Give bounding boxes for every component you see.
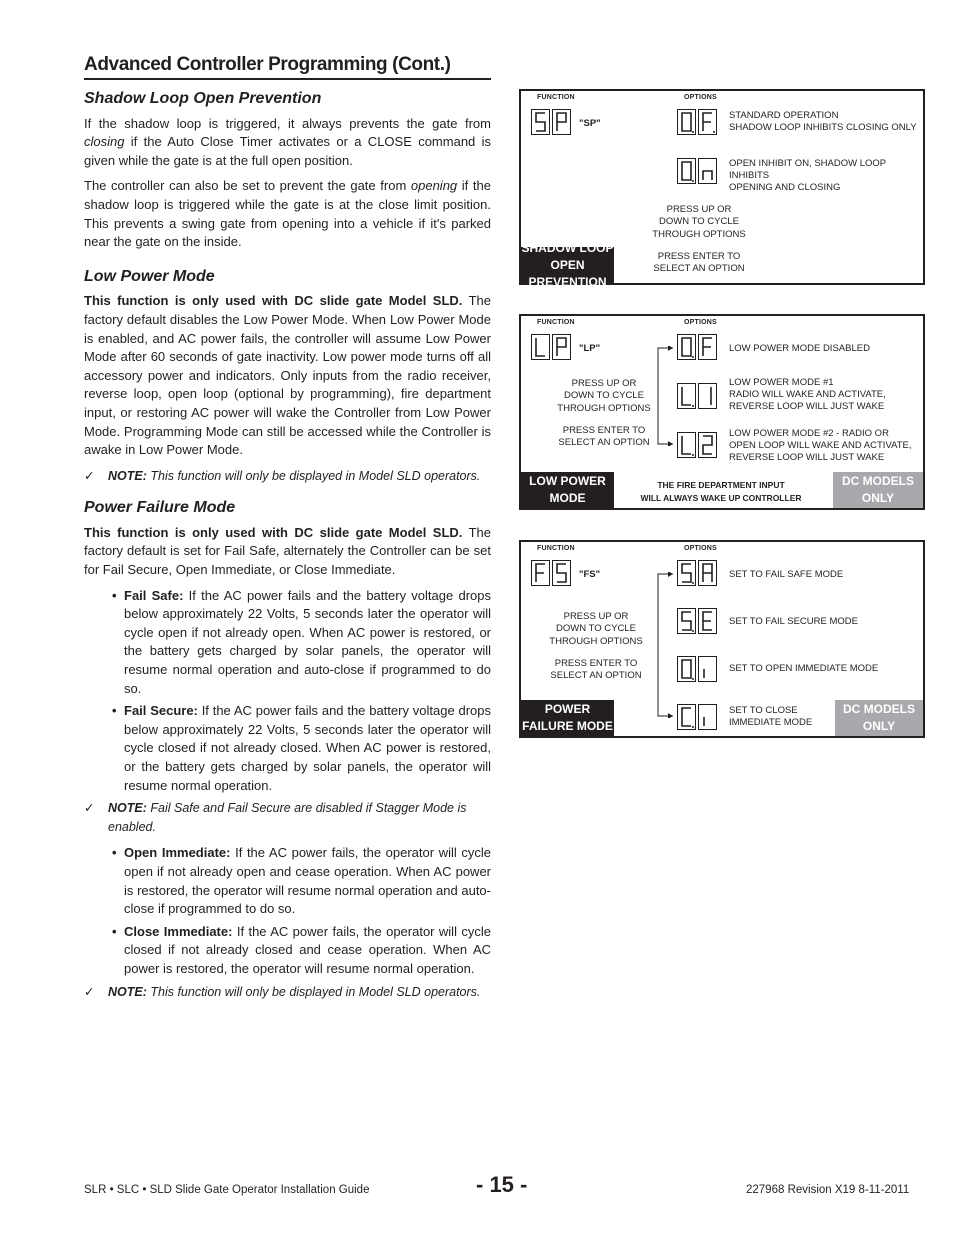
display-of <box>677 334 717 360</box>
display-l1 <box>677 383 717 409</box>
options-label: OPTIONS <box>684 319 717 326</box>
footer-revision: 227968 Revision X19 8-11-2011 <box>746 1184 910 1196</box>
dc-models-badge: DC MODELS ONLY <box>835 700 923 736</box>
segment-digit-2 <box>698 432 717 458</box>
bullet-close-immediate: • Close Immediate: If the AC power fails, the operator will cycle closed if not already closed and cease operation. When AC power is restored, the operator will resume normal operation. <box>112 923 491 976</box>
option-bracket <box>653 572 675 718</box>
cycle-instructions: PRESS UP OR DOWN TO CYCLE THROUGH OPTIONS <box>549 611 643 647</box>
segment-digit-0 <box>677 334 696 360</box>
segment-digit-f <box>698 109 717 135</box>
powerfail-para: This function is only used with DC slide gate Model SLD. The factory default is set for Fail Safe, alternately the Controller can be set for Fail Secure, Open Immediate, or Close Immediate. <box>84 524 491 578</box>
display-oi <box>677 656 717 682</box>
option-lp-mode-2: LOW POWER MODE #2 - RADIO OR OPEN LOOP WILL WAKE AND ACTIVATE, REVERSE LOOP WILL JUST WAKE <box>729 428 912 463</box>
option-open-inhibit: OPEN INHIBIT ON, SHADOW LOOP INHIBITS OPENING AND CLOSING <box>729 158 886 193</box>
enter-instructions: PRESS ENTER TO SELECT AN OPTION <box>550 658 642 682</box>
enter-instructions: PRESS ENTER TO SELECT AN OPTION <box>558 425 650 449</box>
segment-digit-l <box>531 334 550 360</box>
function-label: FUNCTION <box>537 319 575 326</box>
option-fail-safe: SET TO FAIL SAFE MODE <box>729 569 844 580</box>
lowpower-note: ✓ NOTE: This function will only be displayed in Model SLD operators. <box>84 467 491 486</box>
segment-digit-a <box>698 560 717 586</box>
cycle-instructions: PRESS UP OR DOWN TO CYCLE THROUGH OPTIONS <box>652 204 746 240</box>
options-label: OPTIONS <box>684 94 717 101</box>
segment-digit-l <box>677 383 696 409</box>
option-standard: STANDARD OPERATION SHADOW LOOP INHIBITS CLOSING ONLY <box>729 110 917 133</box>
display-lp <box>531 334 571 360</box>
code-lp: "LP" <box>579 343 601 354</box>
option-fail-secure: SET TO FAIL SECURE MODE <box>729 616 858 627</box>
segment-digit-s <box>531 109 550 135</box>
dc-models-badge: DC MODELS ONLY <box>833 472 923 508</box>
footer-product: SLR • SLC • SLD Slide Gate Operator Installation Guide <box>84 1184 370 1196</box>
display-l2 <box>677 432 717 458</box>
display-ci <box>677 704 717 730</box>
check-icon: ✓ <box>84 984 95 999</box>
low-power-badge: LOW POWER MODE <box>521 472 614 508</box>
segment-digit-f <box>698 334 717 360</box>
segment-digit-l <box>677 432 696 458</box>
text-column <box>84 90 491 1009</box>
power-failure-badge: POWER FAILURE MODE <box>521 700 614 736</box>
segment-digit-p <box>552 334 571 360</box>
segment-digit-s <box>677 608 696 634</box>
segment-digit-n <box>698 158 717 184</box>
option-close-immediate: SET TO CLOSE IMMEDIATE MODE <box>729 705 813 728</box>
option-lp-mode-1: LOW POWER MODE #1 RADIO WILL WAKE AND ACTIVATE, REVERSE LOOP WILL JUST WAKE <box>729 377 886 412</box>
bullet-open-immediate: • Open Immediate: If the AC power fails, the operator will cycle open if not already open and cease operation. When AC power is restored, the operator will resume normal operation and auto-close if programmed to do so. <box>112 845 491 917</box>
check-icon: ✓ <box>84 468 95 483</box>
shadow-para-2: The controller can also be set to prevent the gate from opening if the shadow loop is triggered while the gate is at the close limit position. This prevents a swing gate from opening into a vehicle if it's parked near the gate on the inside. <box>84 178 491 250</box>
check-icon: ✓ <box>84 801 95 816</box>
segment-digit-s <box>677 560 696 586</box>
option-open-immediate: SET TO OPEN IMMEDIATE MODE <box>729 663 879 674</box>
bullet-fail-safe: • Fail Safe: If the AC power fails and the battery voltage drops below approximately 22 Volts, 5 seconds later the operator will cycle open if not already open. When AC power is restored, or the battery gets charged by solar panels, the operator will resume normal operation and auto-close if programmed to do so. <box>112 587 491 696</box>
shadow-para-1: If the shadow loop is triggered, it always prevents the gate from closing if the Auto Close Timer activates or a CLOSE command is given while the gate is at the full open position. <box>84 115 491 168</box>
segment-digit-0 <box>677 109 696 135</box>
power-failure-panel <box>519 540 925 738</box>
shadow-loop-badge: SHADOW LOOP OPEN PREVENTION <box>521 240 614 289</box>
powerfail-note: ✓ NOTE: This function will only be displayed in Model SLD operators. <box>84 983 491 1002</box>
enter-instructions: PRESS ENTER TO SELECT AN OPTION <box>653 251 745 275</box>
stagger-note: ✓ NOTE: Fail Safe and Fail Secure are disabled if Stagger Mode is enabled. <box>84 799 491 836</box>
segment-digit-s <box>552 560 571 586</box>
segment-digit-p <box>552 109 571 135</box>
segment-digit-e <box>698 608 717 634</box>
segment-digit-i <box>698 656 717 682</box>
display-sp <box>531 109 571 135</box>
segment-digit-i <box>698 704 717 730</box>
segment-digit-0 <box>677 656 696 682</box>
shadow-loop-panel <box>519 89 925 289</box>
display-on <box>677 158 717 184</box>
shadow-heading: Shadow Loop Open Prevention <box>84 90 322 107</box>
page-title: Advanced Controller Programming (Cont.) <box>84 54 491 80</box>
code-sp: "SP" <box>579 118 601 129</box>
code-fs: "FS" <box>579 569 601 580</box>
display-sa <box>677 560 717 586</box>
segment-digit-0 <box>677 158 696 184</box>
display-se <box>677 608 717 634</box>
lowpower-heading: Low Power Mode <box>84 267 215 285</box>
function-label: FUNCTION <box>537 545 575 552</box>
segment-digit-1 <box>698 383 717 409</box>
option-lp-disabled: LOW POWER MODE DISABLED <box>729 343 870 354</box>
powerfail-heading: Power Failure Mode <box>84 499 236 517</box>
cycle-instructions: PRESS UP OR DOWN TO CYCLE THROUGH OPTIONS <box>557 378 651 414</box>
fire-department-note: THE FIRE DEPARTMENT INPUT WILL ALWAYS WAKE UP CONTROLLER <box>640 480 802 503</box>
segment-digit-c <box>677 704 696 730</box>
display-of <box>677 109 717 135</box>
function-label: FUNCTION <box>537 94 575 101</box>
lowpower-para: This function is only used with DC slide gate Model SLD. The factory default disables the Low Power Mode. When Low Power Mode is enabled, and AC power fails, the controller will assume Low Power Mode after 60 seconds of gate inactivity. Low power mode turns off all accessory power and indicators. Only inputs from the radio receiver, reverse loop, open loop (optional by programming), fire department input, or restoring AC power will wake the Controller from Low Power Mode. Programming Mode can still be accessed while the Controller is awake in Low Power Mode. <box>84 293 491 458</box>
display-fs <box>531 560 571 586</box>
page-number: - 15 - <box>476 1172 528 1197</box>
bullet-fail-secure: • Fail Secure: If the AC power fails and the battery voltage drops below approximately 22 Volts, 5 seconds later the operator will cycle closed if not already closed. When AC power is restored, or the battery gets charged by solar panels, the operator will resume normal operation. <box>112 703 491 793</box>
low-power-panel <box>519 314 925 510</box>
options-label: OPTIONS <box>684 545 717 552</box>
segment-digit-f <box>531 560 550 586</box>
